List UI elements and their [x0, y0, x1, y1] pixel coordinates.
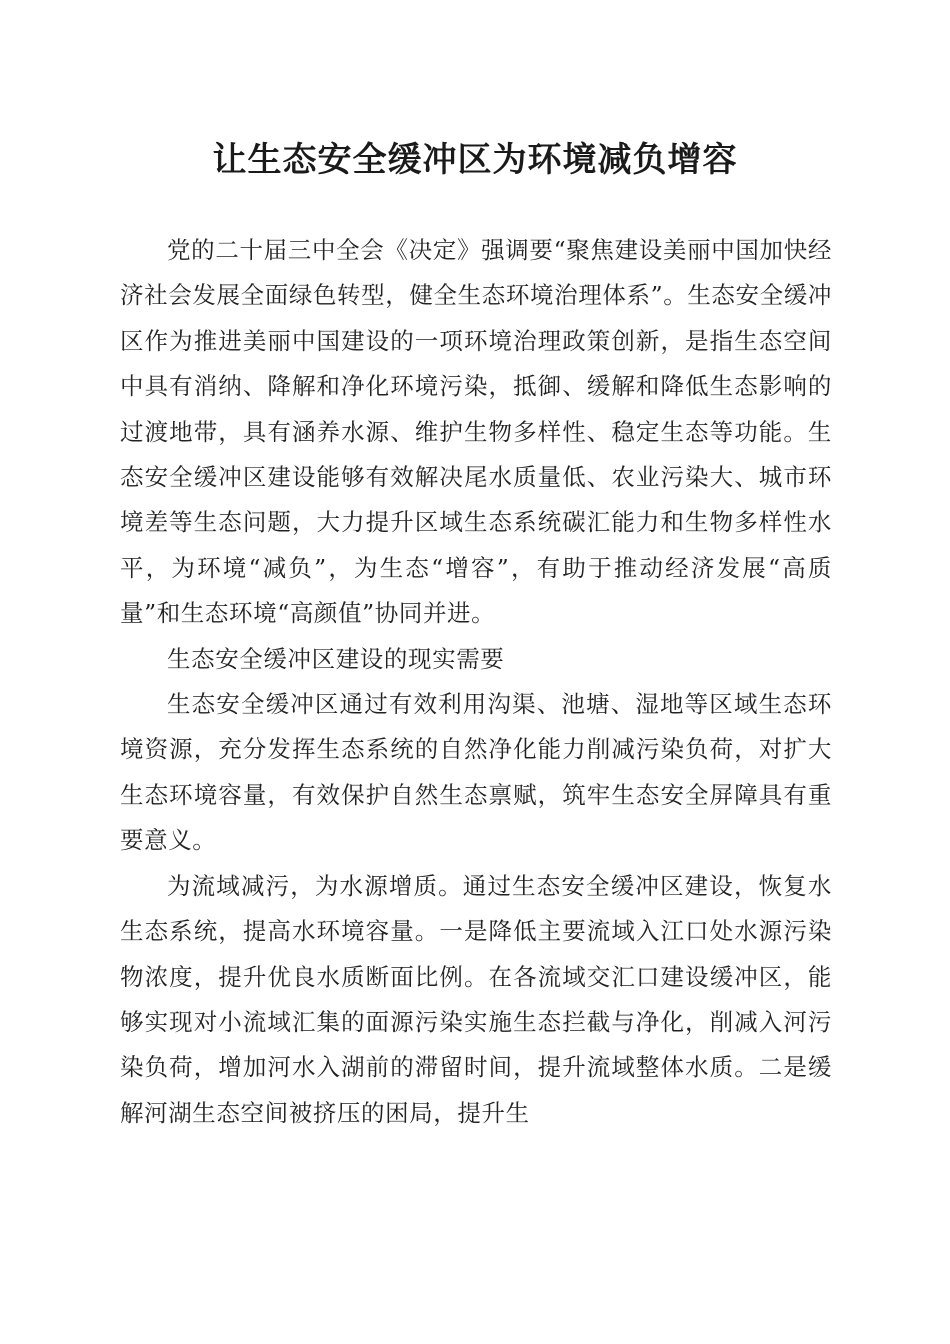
section-heading: 生态安全缓冲区建设的现实需要 [167, 644, 505, 673]
body-paragraph-intro: 党的二十届三中全会《决定》强调要“聚焦建设美丽中国加快经济社会发展全面绿色转型，健全生态环境治理体系”。生态安全缓冲区作为推进美丽中国建设的一项环境治理政策创新，是指生态空间中具有消纳、降解和净化环境污染，抵御、缓解和降低生态影响的过渡地带，具有涵养水源、维护生物多样性、稳定生态等功能。生态安全缓冲区建设能够有效解决尾水质量低、农业污染大、城市环境差等生态问题，大力提升区域生态系统碳汇能力和生物多样性水平，为环境“减负”，为生态“增容”，有助于推动经济发展“高质量”和生态环境“高颜值”协同并进。 [120, 236, 832, 628]
body-paragraph-section-intro: 生态安全缓冲区通过有效利用沟渠、池塘、湿地等区域生态环境资源，充分发挥生态系统的自然净化能力削减污染负荷，对扩大生态环境容量，有效保护自然生态禀赋，筑牢生态安全屏障具有重要意义。 [120, 690, 832, 855]
document-title: 让生态安全缓冲区为环境减负增容 [212, 140, 738, 180]
body-paragraph-water: 为流域减污，为水源增质。通过生态安全缓冲区建设，恢复水生态系统，提高水环境容量。一是降低主要流域入江口处水源污染物浓度，提升优良水质断面比例。在各流域交汇口建设缓冲区，能够实现对小流域汇集的面源污染实施生态拦截与净化，削减入河污染负荷，增加河水入湖前的滞留时间，提升流域整体水质。二是缓解河湖生态空间被挤压的困局，提升生 [120, 871, 832, 1127]
document-body [120, 228, 832, 1136]
